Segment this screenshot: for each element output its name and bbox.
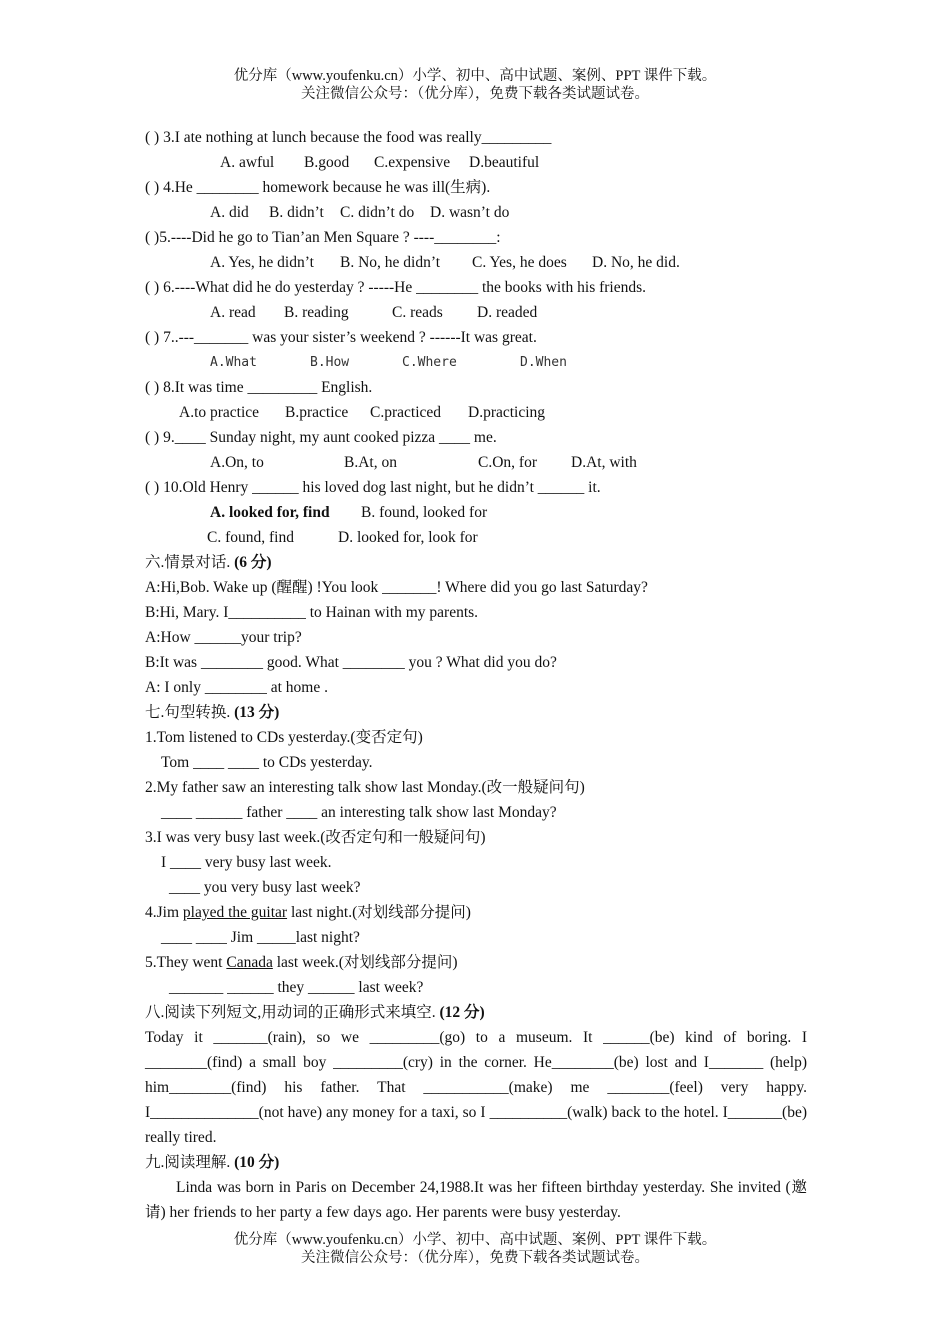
question-7-stem: ( ) 7..---_______ was your sister’s weekend ? ------It was great. — [145, 329, 537, 346]
option-c: C. Yes, he does — [472, 254, 567, 271]
transform-answer-1: Tom ____ ____ to CDs yesterday. — [161, 754, 373, 771]
section-6-points: (6 分) — [234, 554, 272, 571]
option-c: C. reads — [392, 304, 443, 321]
option-b: B.good — [304, 154, 350, 171]
transform-answer-3b: ____ you very busy last week? — [169, 879, 361, 896]
option-a: A.to practice — [179, 404, 260, 421]
section-9-title: 九.阅读理解. — [145, 1154, 231, 1171]
section-7-points: (13 分) — [234, 704, 280, 721]
q5-suffix: last week.(对划线部分提问) — [272, 954, 458, 971]
question-3-stem: ( ) 3.I ate nothing at lunch because the food was really_________ — [145, 129, 552, 146]
option-b: B. didn’t — [269, 204, 324, 221]
transform-answer-5: _______ ______ they ______ last week? — [169, 979, 424, 996]
section-7-title: 七.句型转换. — [145, 704, 231, 721]
option-d: D.At, with — [571, 454, 637, 471]
option-d: D. readed — [477, 304, 538, 321]
dialogue-line: B:It was ________ good. What ________ you ? What did you do? — [145, 654, 557, 671]
transform-question-4 — [145, 900, 807, 925]
dialogue-line: B:Hi, Mary. I__________ to Hainan with my parents. — [145, 604, 479, 621]
question-10-options-row-1 — [145, 500, 807, 525]
section-6-title: 六.情景对话. — [145, 554, 231, 571]
section-8-title: 八.阅读下列短文,用动词的正确形式来填空. — [145, 1004, 436, 1021]
q4-underlined-phrase: played the guitar — [182, 904, 288, 921]
option-a: A. read — [210, 304, 256, 321]
option-a: A. did — [210, 204, 249, 221]
section-8-heading — [145, 1000, 807, 1025]
transform-answer-4: ____ ____ Jim _____last night? — [161, 929, 360, 946]
option-d: D. looked for, look for — [338, 529, 478, 546]
transform-answer-2: ____ ______ father ____ an interesting talk show last Monday? — [161, 804, 557, 821]
option-c: C.practiced — [370, 404, 442, 421]
header-line-1: 优分库（www.youfenku.cn）小学、初中、高中试题、案例、PPT 课件下载。 — [233, 68, 717, 84]
question-6-stem: ( ) 6.----What did he do yesterday ? -----He ________ the books with his friends. — [145, 279, 647, 296]
q4-prefix: 4.Jim — [145, 904, 183, 921]
option-d: D. wasn’t do — [430, 204, 510, 221]
cloze-passage: Today it _______(rain), so we _________(go) to a museum. It ______(be) kind of boring. I ________(find) a small boy _________(cry) in the corner. He________(be) lost and I_______ (help) him________(find) his father. That ___________(make) me ________(feel) very happy. I______________(not have) any money for a taxi, so I __________(walk) back to the hotel. I_______(be) really tired. — [145, 1029, 807, 1146]
page-header — [0, 67, 950, 103]
option-b: B.At, on — [344, 454, 397, 471]
option-c: C.expensive — [374, 154, 451, 171]
option-a: A. Yes, he didn’t — [210, 254, 314, 271]
option-b: B. reading — [284, 304, 349, 321]
option-d: D.When — [520, 355, 567, 370]
option-c: C.Where — [402, 355, 457, 370]
question-8-options — [145, 400, 807, 425]
transform-answer-3a: I ____ very busy last week. — [161, 854, 332, 871]
option-c: C. found, find — [207, 529, 294, 546]
section-6-heading — [145, 550, 807, 575]
option-a: A.On, to — [210, 454, 264, 471]
question-9-options — [145, 450, 807, 475]
transform-question-3: 3.I was very busy last week.(改否定句和一般疑问句) — [145, 829, 486, 846]
option-c: C. didn’t do — [340, 204, 415, 221]
question-4-options — [145, 200, 807, 225]
option-d: D.practicing — [468, 404, 546, 421]
question-3-options — [145, 150, 807, 175]
question-7-options — [145, 350, 807, 375]
section-7-heading — [145, 700, 807, 725]
section-9-points: (10 分) — [234, 1154, 280, 1171]
dialogue-line: A: I only ________ at home . — [145, 679, 328, 696]
option-a: A.What — [210, 355, 257, 370]
option-b: B.How — [310, 355, 350, 370]
option-a: A. looked for, find — [210, 504, 330, 521]
q5-underlined-phrase: Canada — [226, 954, 273, 971]
question-8-stem: ( ) 8.It was time _________ English. — [145, 379, 373, 396]
option-c: C.On, for — [478, 454, 537, 471]
footer-line-2: 关注微信公众号：（优分库），免费下载各类试题试卷。 — [301, 1250, 649, 1266]
question-9-stem: ( ) 9.____ Sunday night, my aunt cooked pizza ____ me. — [145, 429, 497, 446]
option-a: A. awful — [220, 154, 275, 171]
exam-content — [145, 125, 807, 1225]
option-d: D. No, he did. — [592, 254, 680, 271]
question-6-options — [145, 300, 807, 325]
page-footer — [0, 1231, 950, 1267]
dialogue-line: A:How ______your trip? — [145, 629, 302, 646]
question-5-stem: ( )5.----Did he go to Tian’an Men Square ? ----________: — [145, 229, 501, 246]
option-b: B.practice — [285, 404, 349, 421]
footer-line-1: 优分库（www.youfenku.cn）小学、初中、高中试题、案例、PPT 课件下载。 — [233, 1232, 717, 1248]
reading-passage: Linda was born in Paris on December 24,1988.It was her fifteen birthday yesterday. She invited (邀请) her friends to her party a few days ago. Her parents were busy yesterday. — [145, 1179, 807, 1221]
question-5-options — [145, 250, 807, 275]
section-9-heading — [145, 1150, 807, 1175]
option-b: B. No, he didn’t — [340, 254, 441, 271]
option-b: B. found, looked for — [361, 504, 488, 521]
question-10-options-row-2 — [145, 525, 807, 550]
question-10-stem: ( ) 10.Old Henry ______ his loved dog last night, but he didn’t ______ it. — [145, 479, 601, 496]
option-d: D.beautiful — [469, 154, 540, 171]
question-4-stem: ( ) 4.He ________ homework because he was ill(生病). — [145, 179, 491, 196]
transform-question-1: 1.Tom listened to CDs yesterday.(变否定句) — [145, 729, 423, 746]
section-8-points: (12 分) — [439, 1004, 485, 1021]
q5-prefix: 5.They went — [145, 954, 227, 971]
transform-question-2: 2.My father saw an interesting talk show last Monday.(改一般疑问句) — [145, 779, 585, 796]
transform-question-5 — [145, 950, 807, 975]
header-line-2: 关注微信公众号：（优分库），免费下载各类试题试卷。 — [301, 86, 649, 102]
dialogue-line: A:Hi,Bob. Wake up (醒醒) !You look _______! Where did you go last Saturday? — [145, 579, 648, 596]
q4-suffix: last night.(对划线部分提问) — [287, 904, 471, 921]
